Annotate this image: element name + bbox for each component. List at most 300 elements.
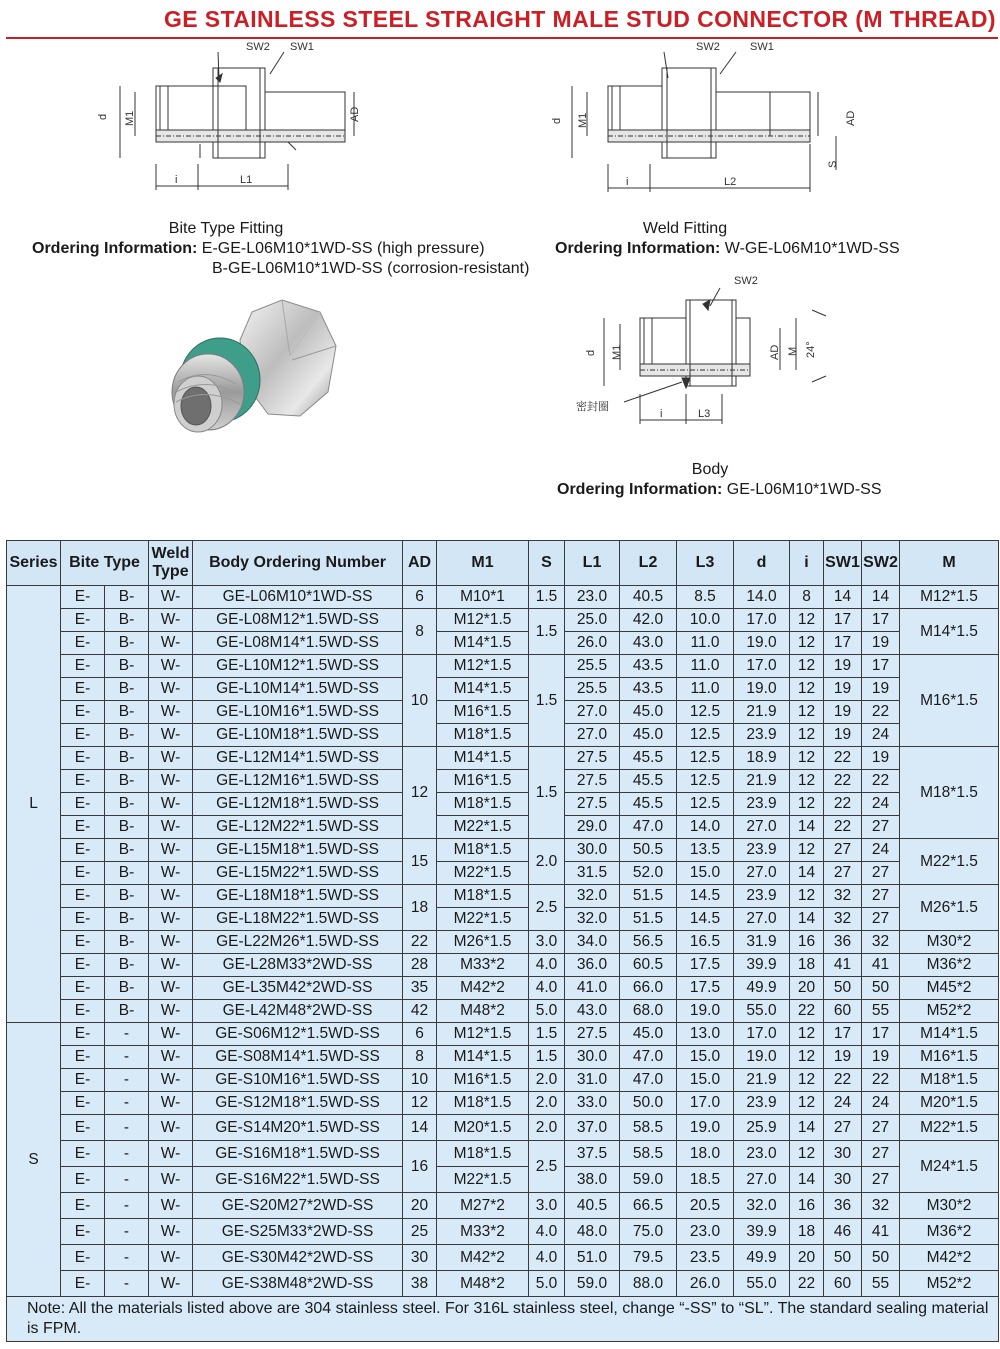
page-title-text: GE STAINLESS STEEL STRAIGHT MALE STUD CONNECTOR (M THREAD) <box>163 6 996 32</box>
cell-body-ordering-number: GE-L08M14*1.5WD-SS <box>193 632 403 655</box>
cell-weld: W- <box>149 1069 193 1092</box>
cell-m1: M14*1.5 <box>437 1046 529 1069</box>
cell-l3: 17.5 <box>677 954 734 977</box>
cell-bite-b: - <box>105 1141 149 1167</box>
cell-l1: 27.0 <box>565 724 620 747</box>
cell-m1: M16*1.5 <box>437 1069 529 1092</box>
cell-i: 12 <box>790 885 824 908</box>
cell-l1: 27.5 <box>565 793 620 816</box>
cell-sw1: 41 <box>824 954 862 977</box>
cell-sw1: 27 <box>824 1115 862 1141</box>
cell-s: 4.0 <box>529 954 565 977</box>
cell-l1: 36.0 <box>565 954 620 977</box>
cell-bite-b: - <box>105 1167 149 1193</box>
body-m-label: M <box>787 346 799 356</box>
cell-s: 1.5 <box>529 609 565 655</box>
cell-weld: W- <box>149 586 193 609</box>
cell-m: M14*1.5 <box>900 1023 999 1046</box>
cell-m: M18*1.5 <box>900 1069 999 1092</box>
cell-bite-b: B- <box>105 793 149 816</box>
cell-weld: W- <box>149 678 193 701</box>
cell-m: M30*2 <box>900 1193 999 1219</box>
cell-body-ordering-number: GE-S12M18*1.5WD-SS <box>193 1092 403 1115</box>
cell-l1: 25.5 <box>565 678 620 701</box>
cell-i: 20 <box>790 977 824 1000</box>
bite-m1-label: M1 <box>124 110 136 126</box>
weld-i-label: i <box>626 176 629 188</box>
cell-sw2: 22 <box>862 1069 900 1092</box>
cell-l3: 14.0 <box>677 816 734 839</box>
cell-body-ordering-number: GE-L12M16*1.5WD-SS <box>193 770 403 793</box>
cell-sw2: 24 <box>862 1092 900 1115</box>
cell-l1: 30.0 <box>565 839 620 862</box>
cell-m: M30*2 <box>900 931 999 954</box>
cell-ad: 10 <box>403 1069 437 1092</box>
cell-bite-b: B- <box>105 954 149 977</box>
cell-d: 39.9 <box>734 1219 790 1245</box>
cell-bite-b: B- <box>105 816 149 839</box>
cell-sw2: 17 <box>862 609 900 632</box>
cell-bite-b: B- <box>105 586 149 609</box>
cell-body-ordering-number: GE-L12M14*1.5WD-SS <box>193 747 403 770</box>
cell-l2: 59.0 <box>620 1167 677 1193</box>
table-row <box>7 1193 999 1219</box>
table-row <box>7 885 999 908</box>
cell-l3: 14.5 <box>677 885 734 908</box>
cell-sw1: 17 <box>824 609 862 632</box>
cell-l1: 23.0 <box>565 586 620 609</box>
cell-ad: 12 <box>403 1092 437 1115</box>
cell-weld: W- <box>149 931 193 954</box>
cell-sw2: 55 <box>862 1271 900 1297</box>
cell-s: 2.5 <box>529 1141 565 1193</box>
cell-m1: M22*1.5 <box>437 862 529 885</box>
cell-sw1: 24 <box>824 1092 862 1115</box>
cell-weld: W- <box>149 632 193 655</box>
cell-body-ordering-number: GE-S25M33*2WD-SS <box>193 1219 403 1245</box>
cell-l1: 29.0 <box>565 816 620 839</box>
cell-l1: 38.0 <box>565 1167 620 1193</box>
cell-i: 12 <box>790 1092 824 1115</box>
cell-sw1: 60 <box>824 1000 862 1023</box>
cell-m1: M42*2 <box>437 1245 529 1271</box>
cell-sw1: 19 <box>824 678 862 701</box>
table-row <box>7 908 999 931</box>
cell-l1: 27.5 <box>565 770 620 793</box>
bite-ordering-label: Ordering Information: <box>32 240 198 257</box>
cell-l3: 20.5 <box>677 1193 734 1219</box>
cell-l2: 50.0 <box>620 1092 677 1115</box>
cell-series: S <box>7 1023 61 1297</box>
cell-bite-b: B- <box>105 839 149 862</box>
cell-sw1: 30 <box>824 1167 862 1193</box>
cell-l3: 15.0 <box>677 862 734 885</box>
cell-l1: 27.5 <box>565 1023 620 1046</box>
header-l2: L2 <box>620 541 677 586</box>
cell-l2: 75.0 <box>620 1219 677 1245</box>
cell-weld: W- <box>149 1219 193 1245</box>
cell-l3: 11.0 <box>677 655 734 678</box>
cell-m: M20*1.5 <box>900 1092 999 1115</box>
cell-i: 20 <box>790 1245 824 1271</box>
cell-d: 23.9 <box>734 724 790 747</box>
header-bite-type: Bite Type <box>61 541 149 586</box>
body-ordering-line <box>557 481 882 499</box>
cell-l2: 45.0 <box>620 1023 677 1046</box>
cell-bite-e: E- <box>61 1023 105 1046</box>
cell-sw2: 27 <box>862 885 900 908</box>
body-sw2-label: SW2 <box>734 275 758 287</box>
bite-i-label: i <box>175 174 178 186</box>
cell-sw1: 32 <box>824 885 862 908</box>
cell-l1: 31.0 <box>565 1069 620 1092</box>
cell-l1: 41.0 <box>565 977 620 1000</box>
cell-bite-e: E- <box>61 1092 105 1115</box>
cell-body-ordering-number: GE-L12M22*1.5WD-SS <box>193 816 403 839</box>
table-row <box>7 747 999 770</box>
cell-bite-e: E- <box>61 839 105 862</box>
cell-body-ordering-number: GE-S10M16*1.5WD-SS <box>193 1069 403 1092</box>
cell-l1: 31.5 <box>565 862 620 885</box>
bite-l1-label: L1 <box>240 174 253 186</box>
cell-l3: 12.5 <box>677 724 734 747</box>
cell-m1: M14*1.5 <box>437 632 529 655</box>
cell-weld: W- <box>149 1092 193 1115</box>
cell-l2: 68.0 <box>620 1000 677 1023</box>
bite-caption-title: Bite Type Fitting <box>168 220 284 237</box>
cell-body-ordering-number: GE-L08M12*1.5WD-SS <box>193 609 403 632</box>
cell-ad: 18 <box>403 885 437 931</box>
cell-i: 18 <box>790 954 824 977</box>
cell-i: 12 <box>790 678 824 701</box>
table-row <box>7 816 999 839</box>
cell-m1: M18*1.5 <box>437 793 529 816</box>
cell-weld: W- <box>149 954 193 977</box>
cell-l2: 88.0 <box>620 1271 677 1297</box>
bite-ordering-value2: B-GE-L06M10*1WD-SS (corrosion-resistant) <box>212 260 530 277</box>
cell-weld: W- <box>149 609 193 632</box>
bite-sw2-label: SW2 <box>246 41 270 53</box>
cell-body-ordering-number: GE-L35M42*2WD-SS <box>193 977 403 1000</box>
cell-sw1: 36 <box>824 1193 862 1219</box>
cell-l1: 32.0 <box>565 908 620 931</box>
bite-sw1-label: SW1 <box>290 41 314 53</box>
cell-s: 3.0 <box>529 1193 565 1219</box>
cell-body-ordering-number: GE-L28M33*2WD-SS <box>193 954 403 977</box>
cell-s: 2.5 <box>529 885 565 931</box>
cell-l1: 59.0 <box>565 1271 620 1297</box>
cell-m1: M42*2 <box>437 977 529 1000</box>
cell-bite-b: B- <box>105 770 149 793</box>
table-row <box>7 1069 999 1092</box>
cell-sw1: 22 <box>824 770 862 793</box>
cell-body-ordering-number: GE-S08M14*1.5WD-SS <box>193 1046 403 1069</box>
table-row <box>7 1000 999 1023</box>
cell-l2: 43.0 <box>620 632 677 655</box>
cell-s: 5.0 <box>529 1271 565 1297</box>
table-row <box>7 770 999 793</box>
cell-ad: 35 <box>403 977 437 1000</box>
cell-weld: W- <box>149 1193 193 1219</box>
cell-l3: 15.0 <box>677 1046 734 1069</box>
weld-sw2-label: SW2 <box>696 41 720 53</box>
weld-caption-title: Weld Fitting <box>642 220 728 237</box>
cell-l3: 17.5 <box>677 977 734 1000</box>
cell-d: 23.9 <box>734 885 790 908</box>
cell-l1: 25.5 <box>565 655 620 678</box>
cell-l3: 19.0 <box>677 1000 734 1023</box>
cell-l2: 45.0 <box>620 724 677 747</box>
weld-sw1-label: SW1 <box>750 41 774 53</box>
cell-weld: W- <box>149 1115 193 1141</box>
cell-ad: 10 <box>403 655 437 747</box>
cell-i: 18 <box>790 1219 824 1245</box>
table-body <box>7 586 999 1297</box>
cell-d: 21.9 <box>734 770 790 793</box>
cell-l1: 32.0 <box>565 885 620 908</box>
cell-sw2: 27 <box>862 862 900 885</box>
cell-m: M52*2 <box>900 1000 999 1023</box>
weld-ad-label: AD <box>845 110 857 126</box>
bite-ordering-value1: E-GE-L06M10*1WD-SS (high pressure) <box>201 240 485 257</box>
cell-sw1: 17 <box>824 632 862 655</box>
cell-sw1: 19 <box>824 701 862 724</box>
header-l3: L3 <box>677 541 734 586</box>
cell-ad: 14 <box>403 1115 437 1141</box>
cell-m1: M33*2 <box>437 954 529 977</box>
cell-weld: W- <box>149 977 193 1000</box>
cell-body-ordering-number: GE-L06M10*1WD-SS <box>193 586 403 609</box>
cell-l2: 45.5 <box>620 793 677 816</box>
bite-ad-label: AD <box>349 106 361 122</box>
cell-bite-e: E- <box>61 770 105 793</box>
cell-l2: 40.5 <box>620 586 677 609</box>
cell-weld: W- <box>149 1046 193 1069</box>
cell-ad: 16 <box>403 1141 437 1193</box>
cell-weld: W- <box>149 1271 193 1297</box>
cell-i: 14 <box>790 1167 824 1193</box>
cell-l1: 34.0 <box>565 931 620 954</box>
cell-l3: 11.0 <box>677 678 734 701</box>
cell-l2: 51.5 <box>620 885 677 908</box>
table-row <box>7 1046 999 1069</box>
cell-ad: 38 <box>403 1271 437 1297</box>
cell-weld: W- <box>149 839 193 862</box>
cell-bite-e: E- <box>61 655 105 678</box>
cell-ad: 22 <box>403 931 437 954</box>
cell-i: 12 <box>790 1069 824 1092</box>
cell-ad: 25 <box>403 1219 437 1245</box>
cell-bite-e: E- <box>61 701 105 724</box>
cell-d: 55.0 <box>734 1271 790 1297</box>
table-row <box>7 1115 999 1141</box>
cell-sw1: 22 <box>824 1069 862 1092</box>
cell-bite-b: - <box>105 1245 149 1271</box>
weld-ordering-label: Ordering Information: <box>555 240 721 257</box>
cell-s: 4.0 <box>529 1219 565 1245</box>
cell-bite-b: B- <box>105 885 149 908</box>
table-row <box>7 1023 999 1046</box>
bite-d-label: d <box>97 113 109 120</box>
cell-bite-e: E- <box>61 678 105 701</box>
cell-bite-b: B- <box>105 678 149 701</box>
cell-m1: M18*1.5 <box>437 1141 529 1167</box>
cell-l3: 11.0 <box>677 632 734 655</box>
cell-l3: 14.5 <box>677 908 734 931</box>
cell-l3: 13.0 <box>677 1023 734 1046</box>
cell-l1: 27.5 <box>565 747 620 770</box>
bite-ordering-line1 <box>32 240 485 258</box>
cell-d: 27.0 <box>734 908 790 931</box>
cell-bite-b: B- <box>105 1000 149 1023</box>
cell-body-ordering-number: GE-L10M14*1.5WD-SS <box>193 678 403 701</box>
weld-d-label: d <box>551 117 563 124</box>
body-caption-title: Body <box>691 461 729 478</box>
cell-weld: W- <box>149 816 193 839</box>
cell-d: 18.9 <box>734 747 790 770</box>
table-row <box>7 609 999 632</box>
cell-l3: 18.0 <box>677 1141 734 1167</box>
table-row <box>7 1167 999 1193</box>
cell-bite-b: - <box>105 1115 149 1141</box>
cell-sw2: 22 <box>862 770 900 793</box>
header-d: d <box>734 541 790 586</box>
cell-sw2: 19 <box>862 678 900 701</box>
cell-i: 14 <box>790 862 824 885</box>
table-row <box>7 954 999 977</box>
cell-sw2: 24 <box>862 839 900 862</box>
cell-m1: M12*1.5 <box>437 609 529 632</box>
cell-sw1: 50 <box>824 977 862 1000</box>
body-seal-label: 密封圈 <box>576 401 609 413</box>
cell-sw2: 50 <box>862 1245 900 1271</box>
cell-bite-e: E- <box>61 632 105 655</box>
table-row <box>7 655 999 678</box>
cell-bite-e: E- <box>61 1219 105 1245</box>
cell-l3: 12.5 <box>677 701 734 724</box>
cell-weld: W- <box>149 724 193 747</box>
cell-m: M45*2 <box>900 977 999 1000</box>
cell-m1: M14*1.5 <box>437 747 529 770</box>
cell-l3: 12.5 <box>677 747 734 770</box>
cell-bite-b: B- <box>105 724 149 747</box>
cell-i: 16 <box>790 931 824 954</box>
cell-l3: 23.5 <box>677 1245 734 1271</box>
cell-weld: W- <box>149 1023 193 1046</box>
table-row <box>7 839 999 862</box>
table-row <box>7 632 999 655</box>
cell-i: 12 <box>790 701 824 724</box>
header-weld-type-text: Weld Type <box>151 545 190 580</box>
cell-sw2: 17 <box>862 655 900 678</box>
cell-l1: 26.0 <box>565 632 620 655</box>
cell-i: 12 <box>790 770 824 793</box>
cell-body-ordering-number: GE-S16M18*1.5WD-SS <box>193 1141 403 1167</box>
cell-l1: 51.0 <box>565 1245 620 1271</box>
cell-s: 2.0 <box>529 1069 565 1092</box>
body-ordering-value: GE-L06M10*1WD-SS <box>726 481 882 498</box>
cell-m1: M18*1.5 <box>437 724 529 747</box>
table-note: Note: All the materials listed above are 304 stainless steel. For 316L stainless steel, change “-SS” to “SL”. The standard sealing material is FPM. <box>7 1297 999 1342</box>
cell-s: 1.5 <box>529 747 565 839</box>
cell-m: M14*1.5 <box>900 609 999 655</box>
cell-sw1: 27 <box>824 839 862 862</box>
cell-l3: 23.0 <box>677 1219 734 1245</box>
cell-bite-e: E- <box>61 793 105 816</box>
cell-sw2: 32 <box>862 1193 900 1219</box>
cell-bite-e: E- <box>61 609 105 632</box>
cell-s: 3.0 <box>529 931 565 954</box>
cell-l1: 30.0 <box>565 1046 620 1069</box>
cell-bite-e: E- <box>61 977 105 1000</box>
cell-l2: 66.0 <box>620 977 677 1000</box>
cell-m1: M12*1.5 <box>437 1023 529 1046</box>
cell-l2: 43.5 <box>620 655 677 678</box>
cell-m1: M22*1.5 <box>437 908 529 931</box>
cell-bite-e: E- <box>61 862 105 885</box>
cell-s: 2.0 <box>529 1092 565 1115</box>
cell-series: L <box>7 586 61 1023</box>
cell-bite-e: E- <box>61 1069 105 1092</box>
cell-l2: 42.0 <box>620 609 677 632</box>
weld-ordering-line <box>555 240 900 258</box>
cell-m: M24*1.5 <box>900 1141 999 1193</box>
header-sw2: SW2 <box>862 541 900 586</box>
cell-m: M42*2 <box>900 1245 999 1271</box>
cell-l2: 58.5 <box>620 1115 677 1141</box>
cell-weld: W- <box>149 701 193 724</box>
cell-i: 12 <box>790 747 824 770</box>
table-row <box>7 1245 999 1271</box>
cell-i: 12 <box>790 609 824 632</box>
cell-d: 39.9 <box>734 954 790 977</box>
cell-l3: 19.0 <box>677 1115 734 1141</box>
cell-body-ordering-number: GE-S38M48*2WD-SS <box>193 1271 403 1297</box>
cell-sw1: 30 <box>824 1141 862 1167</box>
cell-body-ordering-number: GE-L10M18*1.5WD-SS <box>193 724 403 747</box>
cell-sw2: 27 <box>862 1141 900 1167</box>
cell-bite-b: B- <box>105 931 149 954</box>
cell-m: M16*1.5 <box>900 655 999 747</box>
cell-sw2: 41 <box>862 1219 900 1245</box>
cell-m1: M20*1.5 <box>437 1115 529 1141</box>
cell-bite-b: B- <box>105 632 149 655</box>
cell-m: M22*1.5 <box>900 1115 999 1141</box>
connector-photo <box>160 296 350 456</box>
cell-body-ordering-number: GE-L15M18*1.5WD-SS <box>193 839 403 862</box>
cell-l2: 79.5 <box>620 1245 677 1271</box>
cell-ad: 28 <box>403 954 437 977</box>
cell-ad: 30 <box>403 1245 437 1271</box>
cell-sw2: 24 <box>862 793 900 816</box>
cell-sw2: 17 <box>862 1023 900 1046</box>
cell-d: 19.0 <box>734 632 790 655</box>
cell-s: 5.0 <box>529 1000 565 1023</box>
note-row <box>7 1297 999 1342</box>
cell-bite-b: B- <box>105 701 149 724</box>
cell-sw2: 27 <box>862 816 900 839</box>
cell-l2: 56.5 <box>620 931 677 954</box>
cell-i: 22 <box>790 1000 824 1023</box>
cell-l1: 33.0 <box>565 1092 620 1115</box>
cell-ad: 6 <box>403 586 437 609</box>
header-l1: L1 <box>565 541 620 586</box>
cell-bite-b: - <box>105 1219 149 1245</box>
cell-body-ordering-number: GE-S30M42*2WD-SS <box>193 1245 403 1271</box>
cell-i: 8 <box>790 586 824 609</box>
cell-m: M18*1.5 <box>900 747 999 839</box>
cell-bite-e: E- <box>61 908 105 931</box>
